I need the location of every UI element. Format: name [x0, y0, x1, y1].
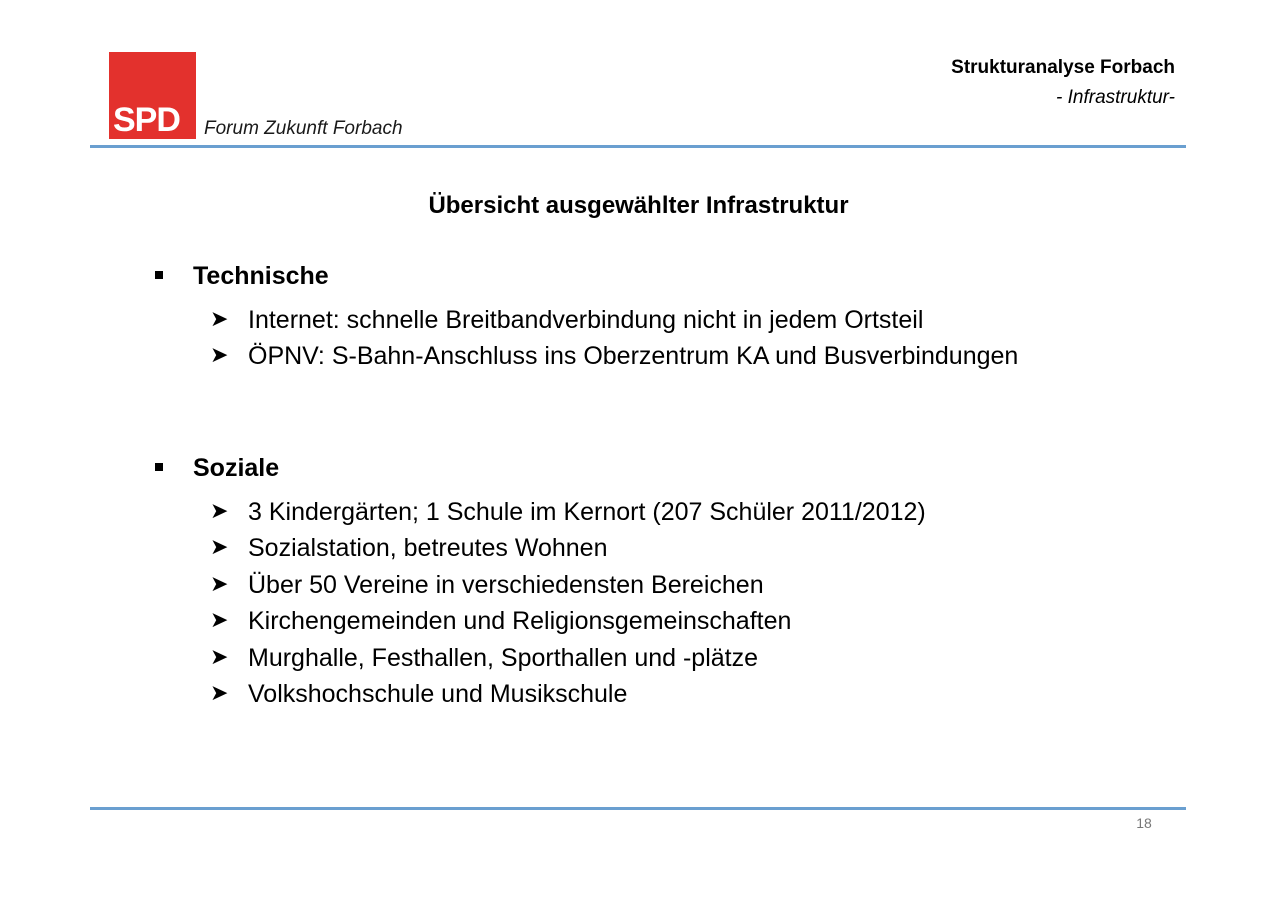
list-item-text: 3 Kindergärten; 1 Schule im Kernort (207 Schüler 2011/2012) — [248, 498, 926, 526]
arrowhead-bullet-icon: ➤ — [210, 343, 229, 369]
list-item-text: Murghalle, Festhallen, Sporthallen und -plätze — [248, 643, 759, 672]
list-item-text: Internet: schnelle Breitbandverbindung nicht in jedem Ortsteil — [248, 306, 924, 334]
item-list — [152, 302, 1202, 375]
arrowhead-bullet-icon: ➤ — [210, 571, 229, 597]
section-label: Soziale — [193, 454, 280, 482]
list-item — [152, 494, 1202, 530]
arrowhead-bullet-icon: ➤ — [210, 680, 229, 706]
header-divider — [90, 145, 1186, 148]
spd-logo — [109, 52, 196, 139]
list-item — [152, 530, 1202, 566]
section-technische — [152, 260, 1202, 375]
list-item — [152, 338, 1202, 374]
list-item — [152, 302, 1202, 338]
header-subtitle: - Infrastruktur- — [1056, 87, 1175, 108]
list-item — [152, 676, 1202, 712]
section-heading — [152, 260, 1202, 294]
list-item-text: Kirchengemeinden und Religionsgemeinschaften — [248, 607, 792, 636]
logo-text: SPD — [113, 101, 180, 139]
list-item — [152, 567, 1202, 603]
page-number: 18 — [1136, 815, 1152, 831]
arrowhead-bullet-icon: ➤ — [210, 535, 229, 561]
list-item — [152, 603, 1202, 639]
arrowhead-bullet-icon: ➤ — [210, 307, 229, 332]
arrowhead-bullet-icon: ➤ — [210, 608, 229, 634]
list-item — [152, 640, 1202, 676]
list-item-text: Über 50 Vereine in verschiedensten Bereichen — [248, 570, 764, 599]
org-name: Forum Zukunft Forbach — [204, 118, 403, 139]
footer-divider — [90, 807, 1186, 810]
list-item-text: ÖPNV: S-Bahn-Anschluss ins Oberzentrum KA und Busverbindungen — [248, 342, 1019, 371]
square-bullet-icon — [155, 271, 163, 279]
list-item-text: Sozialstation, betreutes Wohnen — [248, 534, 608, 563]
arrowhead-bullet-icon: ➤ — [210, 499, 229, 524]
section-heading — [152, 452, 1202, 486]
square-bullet-icon — [155, 463, 163, 471]
item-list — [152, 494, 1202, 712]
page-title: Übersicht ausgewählter Infrastruktur — [428, 192, 849, 219]
header-title: Strukturanalyse Forbach — [951, 57, 1175, 78]
arrowhead-bullet-icon: ➤ — [210, 644, 229, 670]
list-item-text: Volkshochschule und Musikschule — [248, 679, 628, 708]
section-label: Technische — [193, 262, 329, 290]
section-soziale — [152, 452, 1202, 712]
